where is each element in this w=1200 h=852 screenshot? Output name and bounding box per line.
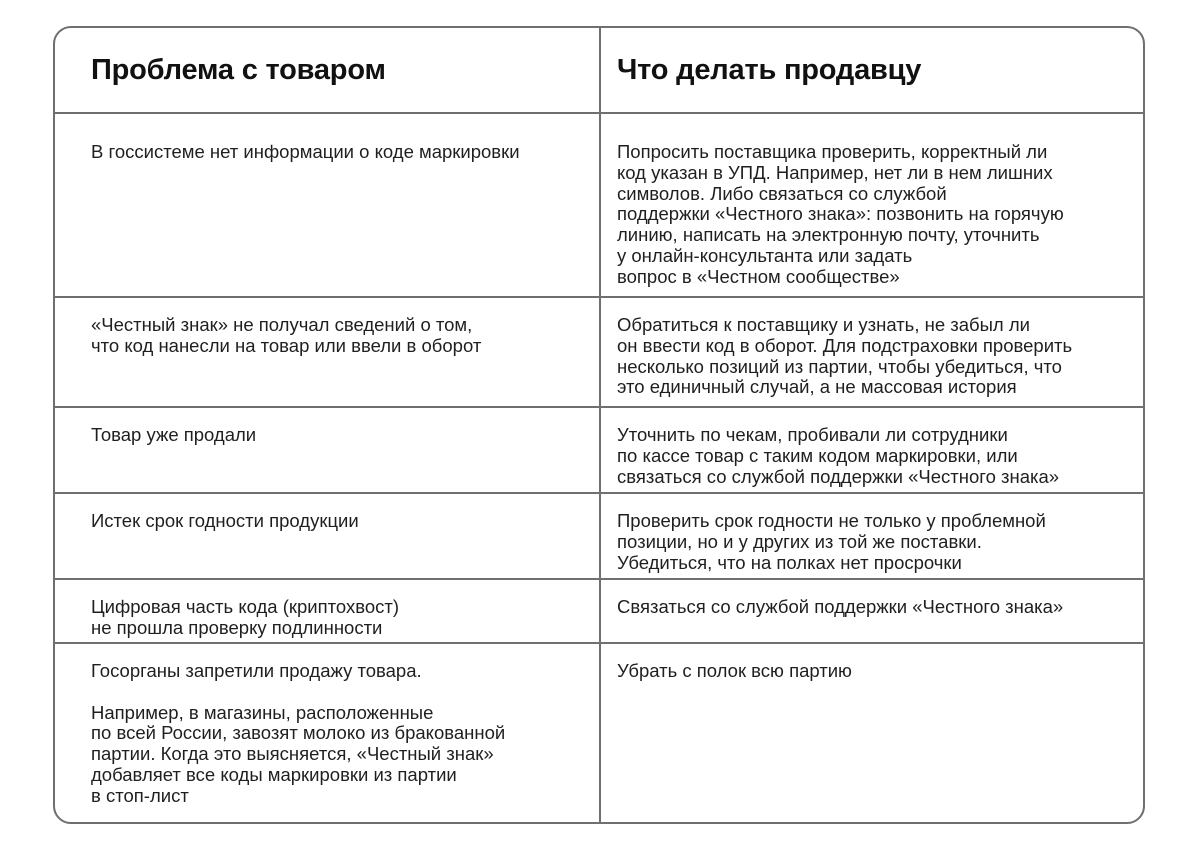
row-1-action: Попросить поставщика проверить, корректный ли код указан в УПД. Например, нет ли в нем лишних символов. Либо связаться со службой поддержки «Честного знака»: позвонить на горячую линию, написать на электронную почту, уточнить у онлайн-консультанта или задать вопрос в «Честном сообществе»	[601, 114, 1143, 298]
row-4-action: Проверить срок годности не только у проблемной позиции, но и у других из той же поставки. Убедиться, что на полках нет просрочки	[601, 494, 1143, 580]
row-2-action: Обратиться к поставщику и узнать, не забыл ли он ввести код в оборот. Для подстраховки проверить несколько позиций из партии, чтобы убедиться, что это единичный случай, а не массовая история	[601, 298, 1143, 408]
problem-action-table	[53, 26, 1145, 824]
row-5-action: Связаться со службой поддержки «Честного знака»	[601, 580, 1143, 644]
row-2-problem: «Честный знак» не получал сведений о том, что код нанесли на товар или ввели в оборот	[55, 298, 601, 408]
row-3-action: Уточнить по чекам, пробивали ли сотрудники по кассе товар с таким кодом маркировки, или связаться со службой поддержки «Честного знака»	[601, 408, 1143, 494]
row-3-problem: Товар уже продали	[55, 408, 601, 494]
header-problem: Проблема с товаром	[55, 28, 601, 114]
row-1-problem: В госсистеме нет информации о коде маркировки	[55, 114, 601, 298]
row-5-problem: Цифровая часть кода (криптохвост) не прошла проверку подлинности	[55, 580, 601, 644]
row-4-problem: Истек срок годности продукции	[55, 494, 601, 580]
row-6-problem: Госорганы запретили продажу товара. Например, в магазины, расположенные по всей России, завозят молоко из бракованной партии. Когда это выясняется, «Честный знак» добавляет все коды маркировки из партии в стоп-лист	[55, 644, 601, 822]
header-action: Что делать продавцу	[601, 28, 1143, 114]
row-6-action: Убрать с полок всю партию	[617, 660, 852, 681]
